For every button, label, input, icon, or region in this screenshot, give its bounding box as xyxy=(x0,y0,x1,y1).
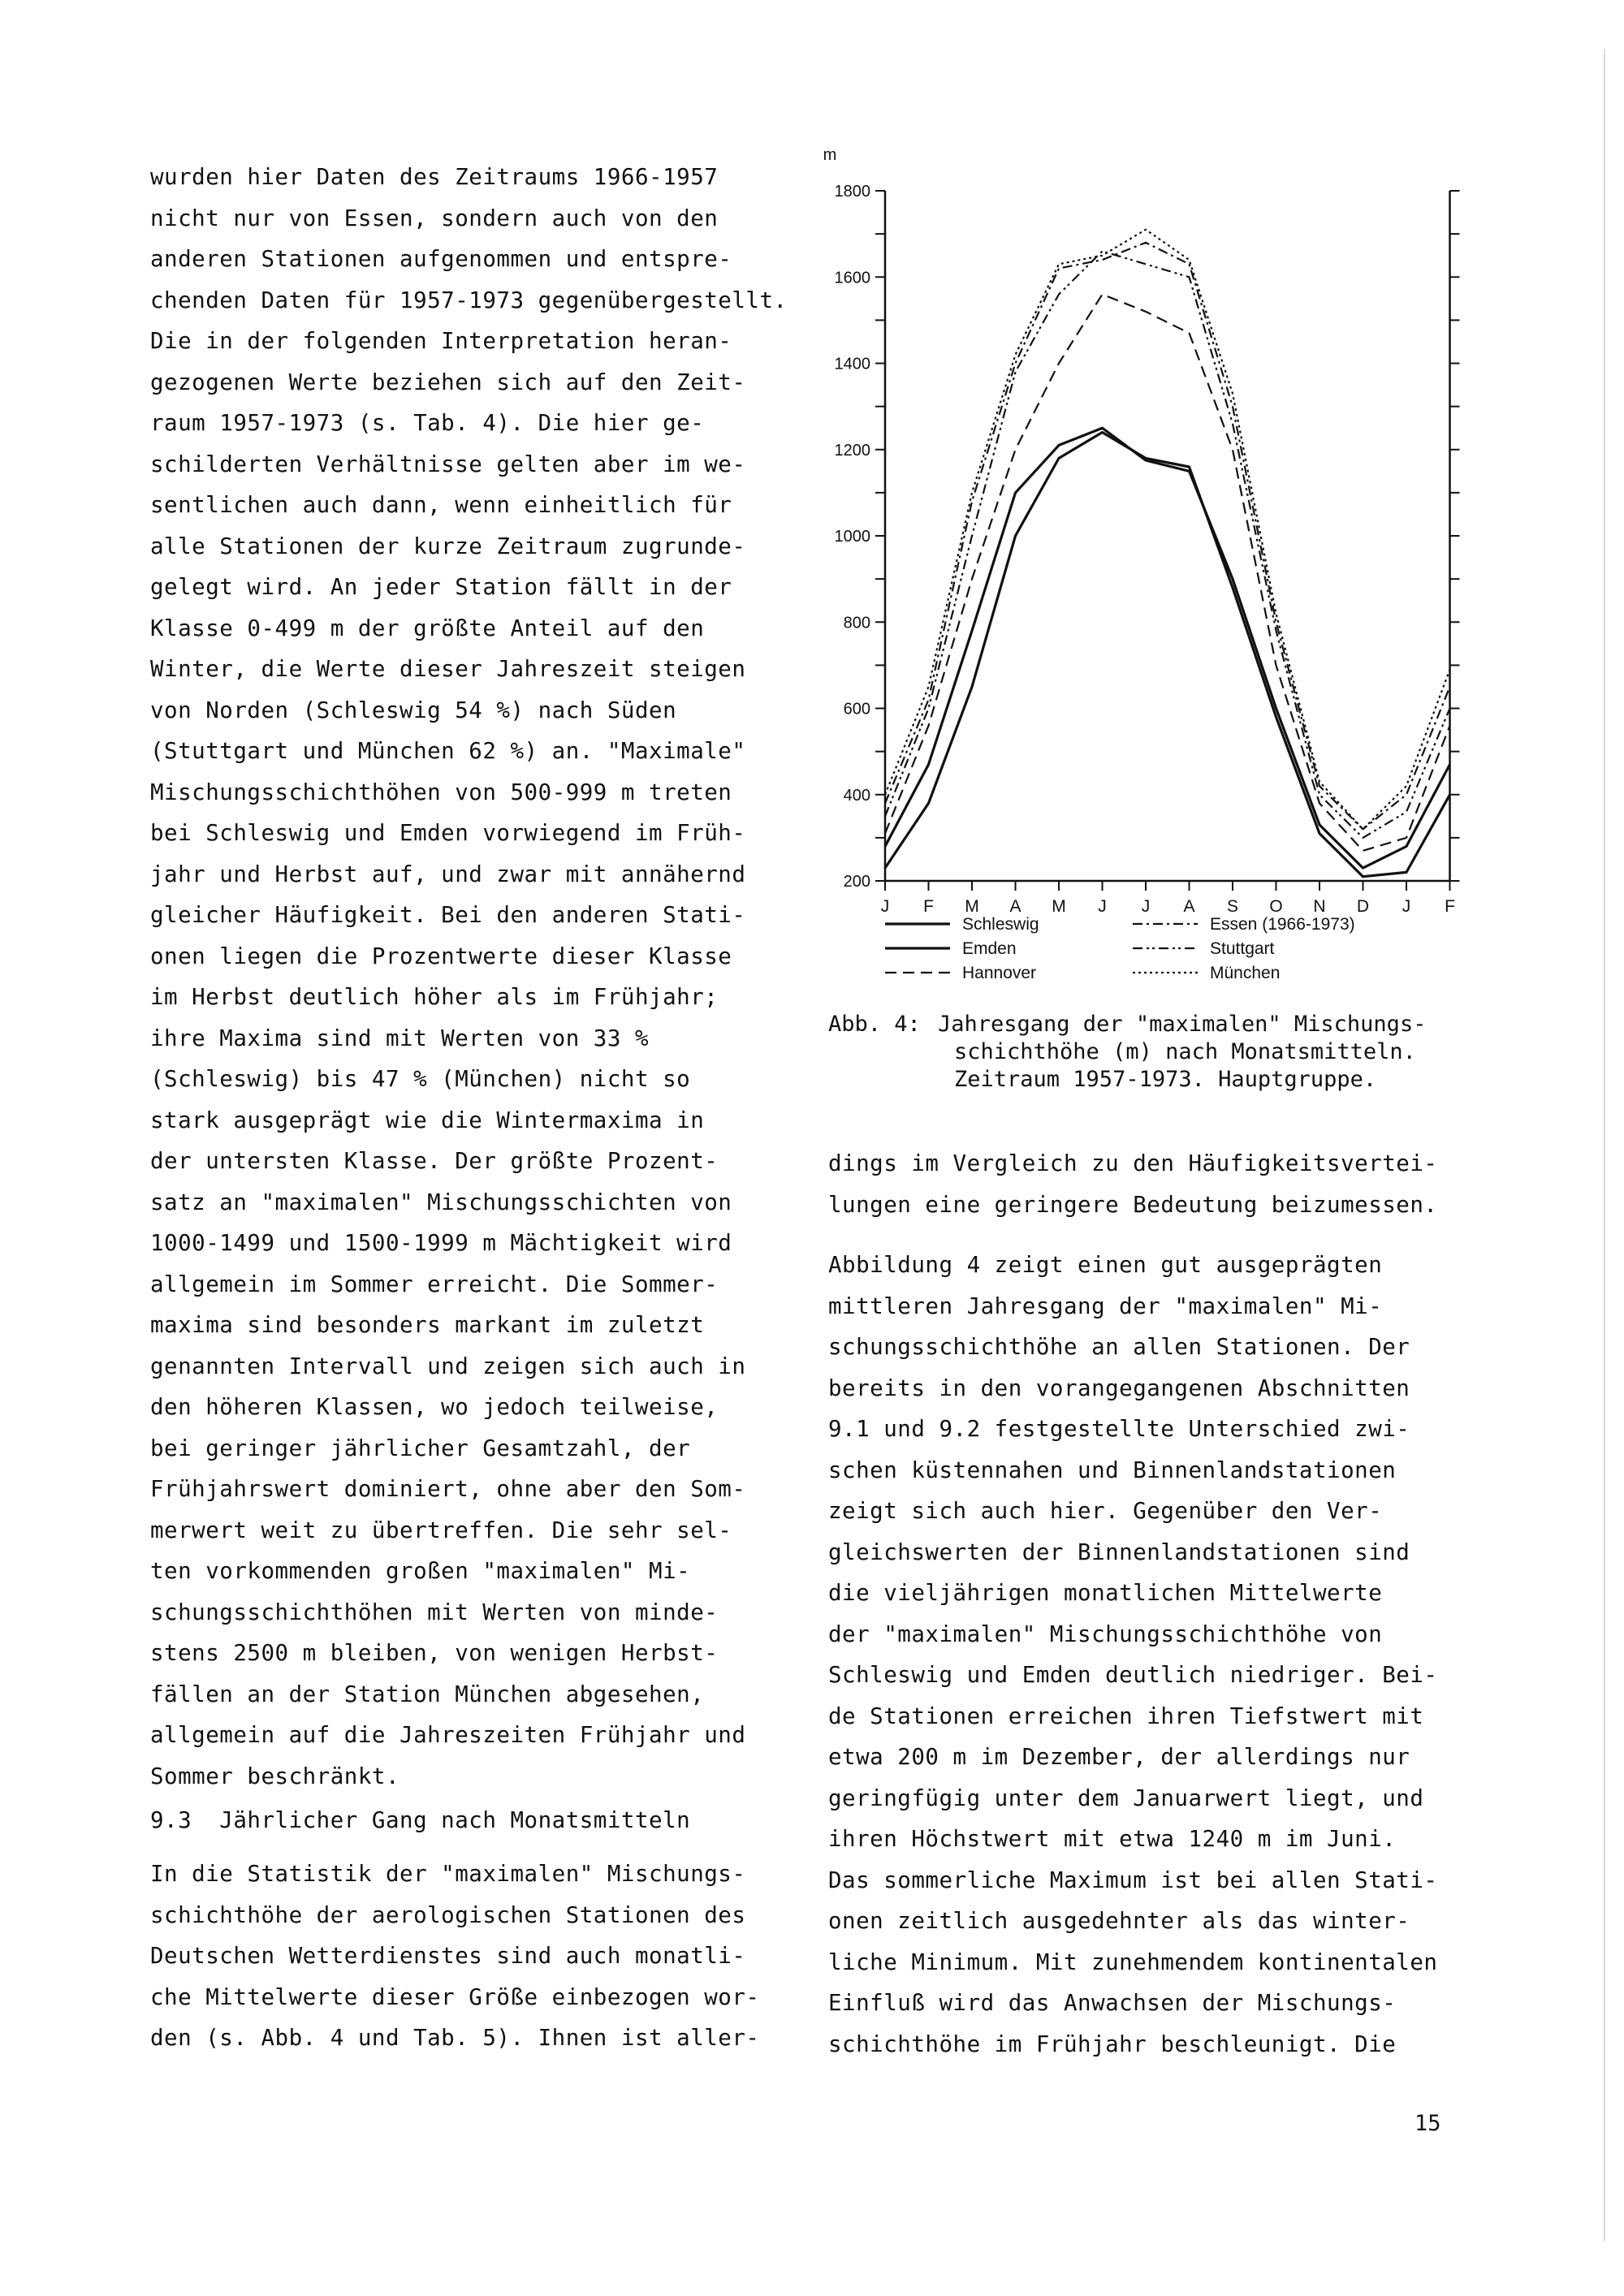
y-tick-label: 600 xyxy=(843,700,870,719)
text-line: Deutschen Wetterdienstes sind auch monatli- xyxy=(150,1943,746,1969)
text-line: den höheren Klassen, wo jedoch teilweise, xyxy=(150,1394,719,1420)
caption-line: Jahresgang der "maximalen" Mischungs- xyxy=(938,1012,1427,1037)
text-line: de Stationen erreichen ihren Tiefstwert mit xyxy=(828,1703,1424,1729)
legend-label: München xyxy=(1210,964,1281,982)
right-text-column xyxy=(828,1150,1502,2057)
x-tick-label: F xyxy=(1445,897,1455,916)
text-line: onen liegen die Prozentwerte dieser Klasse xyxy=(150,943,732,969)
x-tick-label: J xyxy=(1402,897,1411,916)
y-tick-label: 800 xyxy=(843,614,870,632)
legend-label: Stuttgart xyxy=(1210,939,1275,958)
x-tick-label: O xyxy=(1269,897,1283,916)
text-line: Das sommerliche Maximum ist bei allen Stati- xyxy=(828,1867,1438,1893)
text-line: ihre Maxima sind mit Werten von 33 % xyxy=(150,1025,650,1051)
text-line: onen zeitlich ausgedehnter als das winter- xyxy=(828,1908,1410,1934)
text-line: satz an "maximalen" Mischungsschichten von xyxy=(150,1189,732,1215)
y-axis-unit-label: m xyxy=(823,150,837,164)
text-line: nicht nur von Essen, sondern auch von den xyxy=(150,205,719,231)
text-line: In die Statistik der "maximalen" Mischungs- xyxy=(150,1861,746,1887)
text-line: mittleren Jahresgang der "maximalen" Mi- xyxy=(828,1293,1383,1319)
text-line: dings im Vergleich zu den Häufigkeitsvertei- xyxy=(828,1150,1438,1176)
y-tick-label: 1000 xyxy=(834,528,870,546)
text-line: anderen Stationen aufgenommen und entspre- xyxy=(150,246,732,272)
x-tick-label: N xyxy=(1313,897,1326,916)
text-line: allgemein auf die Jahreszeiten Frühjahr und xyxy=(150,1722,746,1748)
scan-edge-line xyxy=(1604,49,1605,2241)
text-line: gelegt wird. An jeder Station fällt in der xyxy=(150,574,732,600)
x-tick-label: J xyxy=(1098,897,1107,916)
text-line: stark ausgeprägt wie die Wintermaxima in xyxy=(150,1107,705,1133)
text-line: raum 1957-1973 (s. Tab. 4). Die hier ge- xyxy=(150,410,705,436)
caption-line: schichthöhe (m) nach Monatsmitteln. xyxy=(954,1039,1416,1064)
text-line: bei geringer jährlicher Gesamtzahl, der xyxy=(150,1435,691,1461)
text-line: geringfügig unter dem Januarwert liegt, und xyxy=(828,1785,1424,1811)
text-line: schen küstennahen und Binnenlandstationen xyxy=(828,1457,1397,1483)
text-line: maxima sind besonders markant im zuletzt xyxy=(150,1312,705,1338)
text-line: schilderten Verhältnisse gelten aber im we- xyxy=(150,451,746,477)
y-tick-label: 1200 xyxy=(834,441,870,460)
series-line-emden xyxy=(885,428,1450,868)
x-tick-label: F xyxy=(923,897,934,916)
y-tick-label: 1400 xyxy=(834,355,870,373)
text-line: zeigt sich auch hier. Gegenüber den Ver- xyxy=(828,1498,1383,1524)
text-line: che Mittelwerte dieser Größe einbezogen wor- xyxy=(150,1983,760,2010)
caption-label: Abb. 4: xyxy=(828,1012,921,1037)
left-text-column xyxy=(150,166,800,2082)
series-line-hannover xyxy=(885,295,1450,851)
text-line: Klasse 0-499 m der größte Anteil auf den xyxy=(150,615,705,641)
text-line: ihren Höchstwert mit etwa 1240 m im Juni. xyxy=(828,1826,1397,1852)
text-line: der "maximalen" Mischungsschichthöhe von xyxy=(828,1621,1383,1647)
legend-label: Hannover xyxy=(962,964,1037,982)
x-tick-label: J xyxy=(1141,897,1151,916)
x-tick-label: J xyxy=(880,897,890,916)
text-line: gleicher Häufigkeit. Bei den anderen Stati- xyxy=(150,902,746,928)
text-line: den (s. Abb. 4 und Tab. 5). Ihnen ist aller- xyxy=(150,2025,760,2051)
figure-caption xyxy=(828,1013,1502,1111)
text-line: wurden hier Daten des Zeitraums 1966-1957 xyxy=(150,164,719,190)
text-line: Frühjahrswert dominiert, ohne aber den Som- xyxy=(150,1476,746,1502)
text-line: gleichswerten der Binnenlandstationen sind xyxy=(828,1539,1410,1565)
legend-label: Emden xyxy=(962,939,1017,958)
annual-cycle-chart xyxy=(804,150,1502,1011)
text-line: Abbildung 4 zeigt einen gut ausgeprägten xyxy=(828,1252,1383,1278)
text-line: jahr und Herbst auf, und zwar mit annähernd xyxy=(150,861,746,887)
text-line: 1000-1499 und 1500-1999 m Mächtigkeit wird xyxy=(150,1230,732,1256)
caption-line: Zeitraum 1957-1973. Hauptgruppe. xyxy=(954,1067,1377,1092)
text-line: stens 2500 m bleiben, von wenigen Herbst- xyxy=(150,1640,719,1666)
text-line: lungen eine geringere Bedeutung beizumessen. xyxy=(828,1191,1438,1218)
text-line: etwa 200 m im Dezember, der allerdings nur xyxy=(828,1744,1410,1770)
text-line: der untersten Klasse. Der größte Prozent- xyxy=(150,1148,719,1174)
text-line: Schleswig und Emden deutlich niedriger. Bei- xyxy=(828,1662,1438,1688)
y-tick-label: 400 xyxy=(843,786,870,805)
series-line-m-nchen xyxy=(885,230,1450,830)
x-tick-label: M xyxy=(965,897,979,916)
text-line: schungsschichthöhe an allen Stationen. Der xyxy=(828,1334,1410,1360)
y-tick-label: 1600 xyxy=(834,269,870,287)
x-tick-label: A xyxy=(1183,897,1195,916)
x-tick-label: M xyxy=(1052,897,1066,916)
y-tick-label: 200 xyxy=(843,873,870,891)
x-tick-label: A xyxy=(1009,897,1021,916)
series-line-stuttgart xyxy=(885,251,1450,838)
text-line: genannten Intervall und zeigen sich auch in xyxy=(150,1353,746,1379)
text-line: schichthöhe der aerologischen Stationen des xyxy=(150,1901,746,1928)
text-line: schichthöhe im Frühjahr beschleunigt. Die xyxy=(828,2031,1397,2057)
text-line: Die in der folgenden Interpretation heran- xyxy=(150,328,732,354)
text-line: allgemein im Sommer erreicht. Die Sommer- xyxy=(150,1271,719,1297)
page-number: 15 xyxy=(1415,2111,1441,2136)
text-line: Sommer beschränkt. xyxy=(150,1763,400,1789)
text-line: bereits in den vorangegangenen Abschnitten xyxy=(828,1375,1410,1401)
text-line: (Stuttgart und München 62 %) an. "Maximale" xyxy=(150,738,746,764)
text-line: Mischungsschichthöhen von 500-999 m treten xyxy=(150,779,732,805)
text-line: chenden Daten für 1957-1973 gegenübergestellt. xyxy=(150,287,788,313)
text-line: (Schleswig) bis 47 % (München) nicht so xyxy=(150,1066,691,1092)
text-line: die vieljährigen monatlichen Mittelwerte xyxy=(828,1580,1383,1606)
y-tick-label: 1800 xyxy=(834,183,870,201)
text-line: sentlichen auch dann, wenn einheitlich für xyxy=(150,492,732,518)
text-line: von Norden (Schleswig 54 %) nach Süden xyxy=(150,697,677,723)
text-line: alle Stationen der kurze Zeitraum zugrunde- xyxy=(150,533,746,559)
text-line: schungsschichthöhen mit Werten von minde- xyxy=(150,1599,719,1625)
text-line: ten vorkommenden großen "maximalen" Mi- xyxy=(150,1558,691,1584)
section-heading: 9.3 Jährlicher Gang nach Monatsmitteln xyxy=(150,1807,691,1833)
x-tick-label: S xyxy=(1226,897,1239,916)
series-line-essen-1966-1973 xyxy=(885,243,1450,830)
text-line: Einfluß wird das Anwachsen der Mischungs- xyxy=(828,1990,1397,2016)
text-line: merwert weit zu übertreffen. Die sehr sel- xyxy=(150,1517,732,1543)
legend-label: Essen (1966-1973) xyxy=(1210,915,1355,934)
text-line: liche Minimum. Mit zunehmendem kontinentalen xyxy=(828,1949,1438,1975)
text-line: fällen an der Station München abgesehen, xyxy=(150,1681,705,1707)
legend-label: Schleswig xyxy=(962,915,1039,934)
text-line: bei Schleswig und Emden vorwiegend im Früh- xyxy=(150,820,746,846)
text-line: 9.1 und 9.2 festgestellte Unterschied zwi- xyxy=(828,1416,1410,1442)
text-line: gezogenen Werte beziehen sich auf den Zeit- xyxy=(150,369,746,395)
text-line: Winter, die Werte dieser Jahreszeit steigen xyxy=(150,656,746,682)
text-line: im Herbst deutlich höher als im Frühjahr; xyxy=(150,984,719,1010)
x-tick-label: D xyxy=(1356,897,1370,916)
